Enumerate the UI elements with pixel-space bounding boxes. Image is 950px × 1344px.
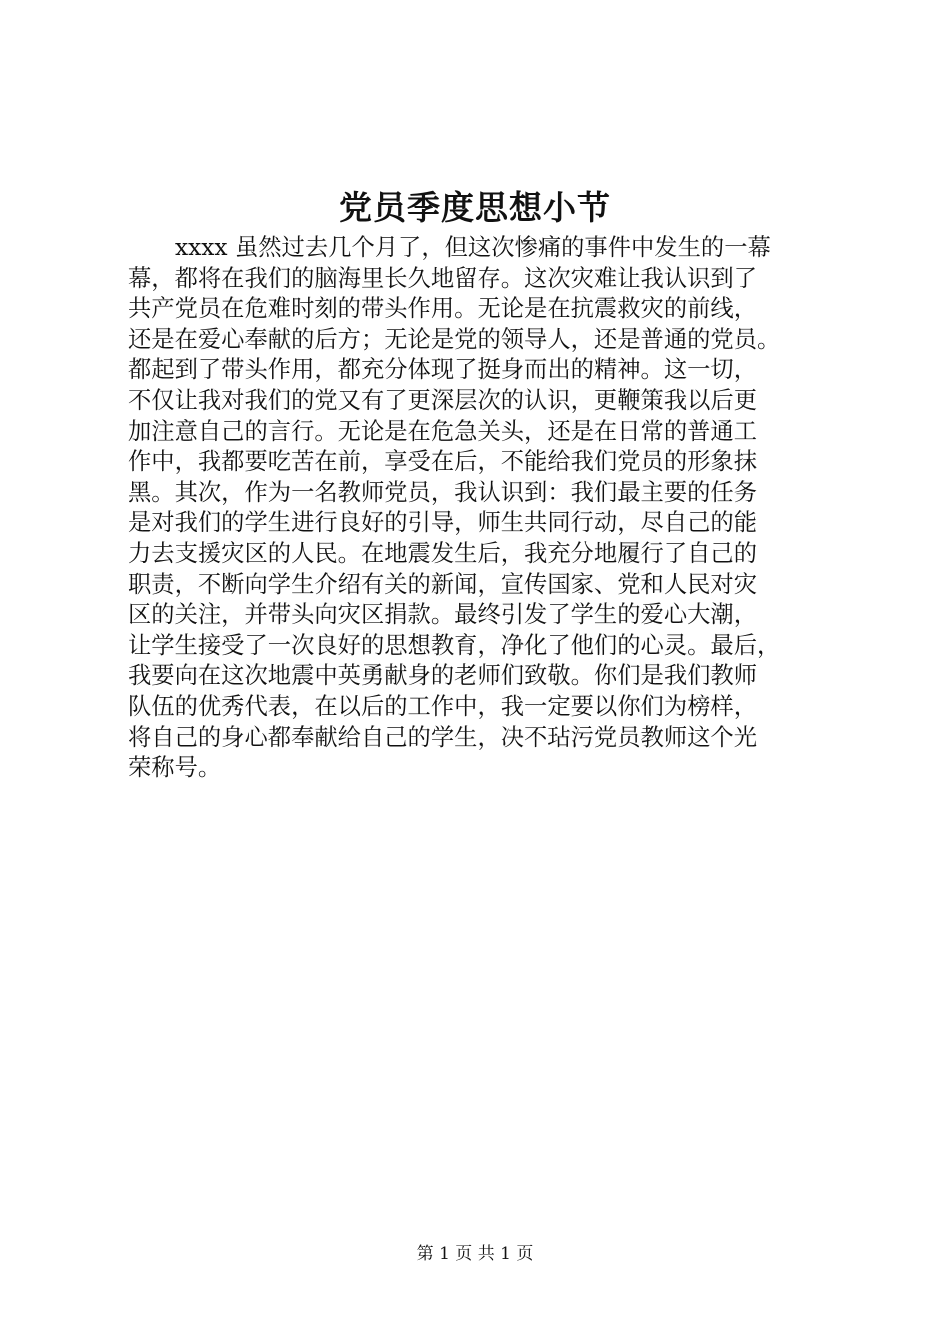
paragraph-line: 职责，不断向学生介绍有关的新闻，宣传国家、党和人民对灾 xyxy=(128,570,758,598)
paragraph-line: 幕，都将在我们的脑海里长久地留存。这次灾难让我认识到了 xyxy=(128,264,758,292)
paragraph-line: 加注意自己的言行。无论是在危急关头，还是在日常的普通工 xyxy=(128,417,758,445)
page-footer: 第 1 页 共 1 页 xyxy=(416,1244,534,1264)
paragraph-line: 荣称号。 xyxy=(128,754,222,782)
paragraph-line: 黑。其次，作为一名教师党员，我认识到：我们最主要的任务 xyxy=(128,478,758,506)
paragraph-line: 还是在爱心奉献的后方；无论是党的领导人，还是普通的党员。 xyxy=(128,325,781,353)
paragraph-line: 让学生接受了一次良好的思想教育，净化了他们的心灵。最后， xyxy=(128,631,781,659)
paragraph-line: xxxx 虽然过去几个月了，但这次惨痛的事件中发生的一幕 xyxy=(175,234,771,261)
paragraph-line: 我要向在这次地震中英勇献身的老师们致敬。你们是我们教师 xyxy=(128,662,758,690)
paragraph-line: 都起到了带头作用，都充分体现了挺身而出的精神。这一切， xyxy=(128,356,758,384)
document-body xyxy=(128,233,828,784)
paragraph-line: 共产党员在危难时刻的带头作用。无论是在抗震救灾的前线， xyxy=(128,295,758,323)
document-title: 党员季度思想小节 xyxy=(339,188,611,227)
paragraph-line: 区的关注，并带头向灾区捐款。最终引发了学生的爱心大潮， xyxy=(128,601,758,629)
paragraph-line: 将自己的身心都奉献给自己的学生，决不玷污党员教师这个光 xyxy=(128,723,758,751)
paragraph-line: 是对我们的学生进行良好的引导，师生共同行动，尽自己的能 xyxy=(128,509,758,537)
paragraph-line: 队伍的优秀代表，在以后的工作中，我一定要以你们为榜样， xyxy=(128,692,758,720)
paragraph-line: 作中，我都要吃苦在前，享受在后，不能给我们党员的形象抹 xyxy=(128,448,758,476)
paragraph-line: 不仅让我对我们的党又有了更深层次的认识，更鞭策我以后更 xyxy=(128,386,758,414)
paragraph-line: 力去支援灾区的人民。在地震发生后，我充分地履行了自己的 xyxy=(128,539,758,567)
